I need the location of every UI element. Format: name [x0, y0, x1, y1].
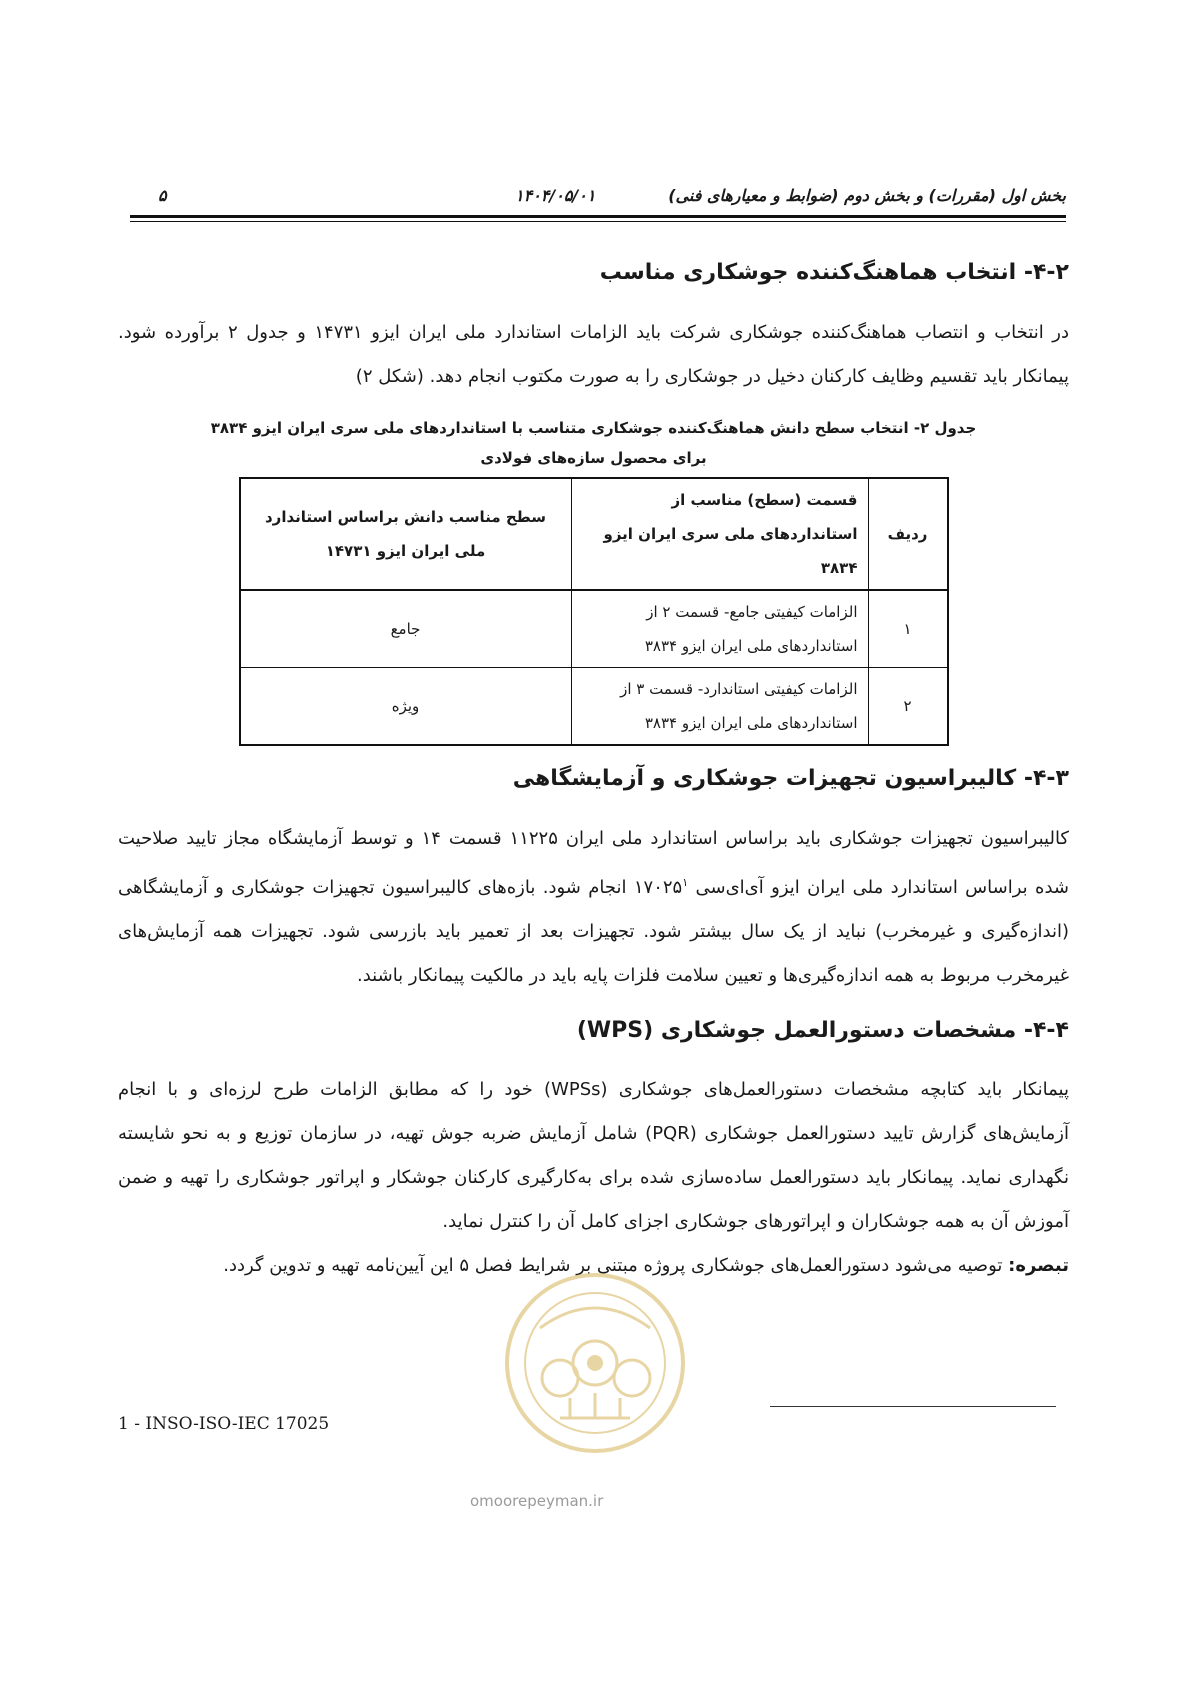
header-rule-thick — [130, 215, 1066, 218]
table-caption-line1: جدول ۲- انتخاب سطح دانش هماهنگ‌کننده جوشکاری متناسب با استانداردهای ملی سری ایران ایزو ۳۸۳۴ — [210, 418, 977, 437]
running-header — [130, 186, 1066, 216]
footnote-rule — [770, 1406, 1056, 1407]
section-title-4-4: ۴-۴- مشخصات دستورالعمل جوشکاری (WPS) — [576, 1017, 1069, 1043]
header-rule-thin — [130, 221, 1066, 222]
note-label: تبصره: — [1008, 1255, 1069, 1277]
section-4-4-paragraph: پیمانکار باید کتابچه مشخصات دستورالعمل‌های جوشکاری (WPSs) خود را که مطابق الزامات طرح لرزه‌ای و با انجام آزمایش‌های گزارش تایید دستورالعمل جوشکاری (PQR) شامل آزمایش ضربه جوش تهیه، در سازمان توزیع و به نحو شایسته نگهداری نماید. پیمانکار باید دستورالعمل ساده‌سازی شده برای به‌کارگیری کارکنان جوشکار و اپراتور جوشکاری را تهیه و ضمن آموزش آن به همه جوشکاران و اپراتورهای جوشکاری اجزای کامل آن را کنترل نماید. — [118, 1079, 1070, 1233]
header-section-title: بخش اول (مقررات) و بخش دوم (ضوابط و معیارهای فنی) — [668, 186, 1066, 205]
main-content — [118, 240, 1069, 1288]
cell-knowledge-level: جامع — [240, 590, 572, 668]
seal-stamp-icon — [500, 1268, 690, 1458]
header-date: ۱۴۰۴/۰۵/۰۱ — [515, 186, 596, 205]
table-header-row — [240, 478, 948, 590]
section-title-4-2: ۴-۲- انتخاب هماهنگ‌کننده جوشکاری مناسب — [599, 260, 1069, 285]
header-page-number: ۵ — [158, 186, 167, 205]
section-title-4-3: ۴-۳- کالیبراسیون تجهیزات جوشکاری و آزمایشگاهی — [512, 765, 1069, 791]
section-4-3-paragraph — [118, 817, 1069, 998]
section-4-3-text-a: کالیبراسیون تجهیزات جوشکاری باید براساس استاندارد ملی ایران ۱۱۲۲۵ قسمت ۱۴ و توسط آزمایشگاه مجاز تایید صلاحیت شده براساس استاندارد ملی ایران ایزو آی‌ای‌سی ۱۷۰۲۵ — [118, 827, 1070, 898]
header-row-number: ردیف — [868, 478, 948, 590]
table-row — [240, 590, 948, 668]
table-row — [240, 667, 948, 745]
footnote-marker: ۱ — [682, 875, 689, 889]
watermark-url: omoorepeyman.ir — [470, 1492, 604, 1510]
cell-row-number: ۲ — [868, 667, 948, 745]
cell-standard-part: الزامات کیفیتی جامع- قسمت ۲ از استانداردهای ملی ایران ایزو ۳۸۳۴ — [571, 590, 868, 668]
knowledge-level-table — [239, 477, 949, 746]
table-caption — [118, 413, 1069, 473]
footnote: 1 - INSO-ISO-IEC 17025 — [118, 1414, 330, 1434]
table-caption-line2: برای محصول سازه‌های فولادی — [480, 448, 707, 467]
header-standard-part: قسمت (سطح) مناسب از استانداردهای ملی سری ایران ایزو ۳۸۳۴ — [571, 478, 868, 590]
cell-standard-part: الزامات کیفیتی استاندارد- قسمت ۳ از استانداردهای ملی ایران ایزو ۳۸۳۴ — [571, 667, 868, 745]
header-knowledge-level: سطح مناسب دانش براساس استاندارد ملی ایران ایزو ۱۴۷۳۱ — [240, 478, 572, 590]
cell-row-number: ۱ — [868, 590, 948, 668]
section-4-3-text-b: انجام شود. بازه‌های کالیبراسیون تجهیزات جوشکاری و آزمایشگاهی (اندازه‌گیری و غیرمخرب) نباید از یک سال بیشتر شود. تجهیزات بعد از تعمیر باید بازرسی شود. تجهیزات همه آزمایش‌های غیرمخرب مربوط به همه اندازه‌گیری‌ها و تعیین سلامت فلزات پایه باید در مالکیت پیمانکار باشند. — [118, 876, 1069, 986]
section-4-2-paragraph: در انتخاب و انتصاب هماهنگ‌کننده جوشکاری شرکت باید الزامات استاندارد ملی ایران ایزو ۱۴۷۳۱ و جدول ۲ برآورده شود. پیمانکار باید تقسیم وظایف کارکنان دخیل در جوشکاری را به صورت مکتوب انجام دهد. (شکل ۲) — [118, 321, 1069, 387]
note-text: توصیه می‌شود دستورالعمل‌های جوشکاری پروژه مبتنی بر شرایط فصل ۵ این آیین‌نامه تهیه و تدوین گردد. — [223, 1255, 1009, 1277]
cell-knowledge-level: ویژه — [240, 667, 572, 745]
